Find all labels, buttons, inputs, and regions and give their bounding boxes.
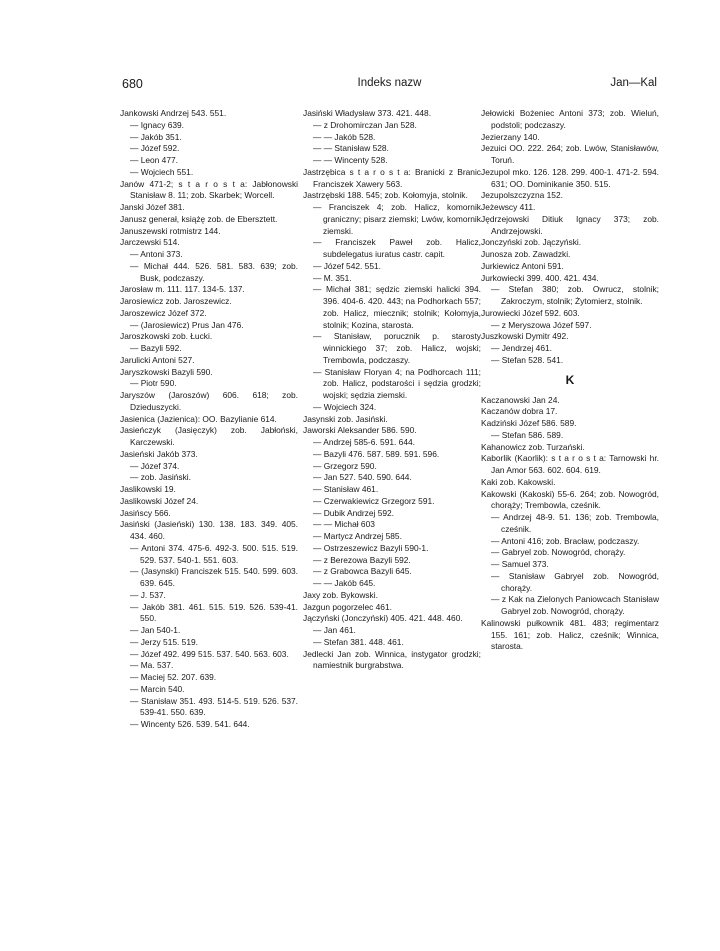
index-entry: — z Kak na Zielonych Paniowcach Stanisław Gabryel zob. Nowogród, chorąży. [491,594,659,616]
index-entry: Jasieński Jakób 373. [120,448,198,459]
index-entry: Jaryszów (Jaroszów) 606. 618; zob. Dzieduszycki. [120,390,298,412]
index-entry: — Dubik Andrzej 592. [313,507,395,518]
index-entry: Jączyński (Jonczyński) 405. 421. 448. 460. [303,613,463,624]
index-entry: — Andrzej 585-6. 591. 644. [313,437,415,447]
index-entry: Jezuici OO. 222. 264; zob. Lwów, Stanisławów, Toruń. [481,143,659,165]
index-entry: — Grzegorz 590. [313,460,377,471]
index-entry: — Stefan 528. 541. [491,354,564,365]
index-entry: — Stefan 381. 448. 461. [313,636,404,647]
index-entry: — Jan 540-1. [130,625,181,635]
index-entry: Jaslikowski Józef 24. [120,495,199,506]
entry-range: Jan—Kal [610,77,657,89]
index-entry: — Józef 492. 499 515. 537. 540. 563. 603. [130,648,289,659]
index-entry: — Józef 542. 551. [313,260,381,271]
index-entry: Jarosiewicz zob. Jaroszewicz. [120,296,232,306]
index-entry: Jasiński Władysław 373. 421. 448. [303,108,432,118]
index-entry: — Wincenty 526. 539. 541. 644. [130,719,250,729]
index-column-3 [481,108,659,653]
index-entry: — M. 351. [313,272,352,283]
index-entry: Juszkowski Dymitr 492. [481,331,569,342]
index-entry: Jonczyński zob. Jączyński. [481,237,582,248]
index-entry: — Jan 461. [313,625,356,635]
index-column-2 [303,108,481,672]
index-entry: Jasieńczyk (Jasięczyk) zob. Jabłoński, Karczewski. [120,425,298,447]
index-entry: Jastrzębski 188. 545; zob. Kołomyja, stolnik. [303,190,468,201]
index-entry: — Józef 374. [130,460,180,471]
index-entry: — Jan 527. 540. 590. 644. [313,472,412,483]
index-entry: Jasiński (Jasieński) 130. 138. 183. 349. 405. 434. 460. [120,519,298,541]
index-entry: — Andrzej 48-9. 51. 136; zob. Trembowla, cześnik. [491,512,659,534]
page-number: 680 [122,77,143,91]
page-header [122,77,657,93]
index-entry: Jaroszewicz Józef 372. [120,307,207,318]
index-entry: — (Jarosiewicz) Prus Jan 476. [130,319,244,330]
index-entry: Janusz generał, książę zob. de Ebersztett. [120,213,278,224]
index-entry: — Ostrzeszewicz Bazyli 590-1. [313,542,429,553]
index-entry: Jaworski Aleksander 586. 590. [303,425,417,436]
index-entry: — Jendrzej 461. [491,343,552,353]
index-entry: — Józef 592. [130,143,180,154]
index-entry: Jełowicki Bożeniec Antoni 373; zob. Wieluń, podstoli; podczaszy. [481,108,659,130]
index-entry: — Stanisław, porucznik p. starosty winnickiego 37; zob. Halicz, wojski; Trembowla, podczaszy. [313,331,481,365]
index-entry: Janów 471-2; s t a r o s t a: Jabłonowski Stanisław 8. 11; zob. Skarbek; Worcell. [120,178,298,201]
index-entry: — Franciszek Paweł zob. Halicz, subdelegatus iuratus castr. capit. [313,237,481,259]
index-entry: — Piotr 590. [130,378,177,389]
index-entry: — Stanisław Gabryel zob. Nowogród, chorąży. [491,570,659,593]
index-entry: Kadziński Józef 586. 589. [481,418,577,428]
index-entry: Jasińscy 566. [120,507,171,518]
index-entry: — Jakób 381. 461. 515. 519. 526. 539-41. 550. [130,601,298,624]
index-entry: — Wojciech 324. [313,401,377,412]
index-entry: Jezupol mko. 126. 128. 299. 400-1. 471-2. 594. 631; OO. Dominikanie 350. 515. [481,166,659,189]
index-entry: — — Stanisław 528. [313,143,389,154]
index-entry: — — Jakób 528. [313,131,376,142]
index-entry: — — Wincenty 528. [313,155,388,165]
index-entry: — Wojciech 551. [130,166,194,177]
index-entry: Kakowski (Kakoski) 55-6. 264; zob. Nowogród, chorąży; Trembowla, cześnik. [481,488,659,511]
index-entry: Jazgun pogorzelec 461. [303,601,392,612]
index-entry: — Stefan 586. 589. [491,429,564,440]
index-entry: Kaczanowski Jan 24. [481,394,560,405]
index-entry: — — Jakób 645. [313,578,376,588]
index-entry: — Ma. 537. [130,660,174,671]
index-entry: — Michał 381; sędzic ziemski halicki 394. 396. 404-6. 420. 443; na Podhorkach 557; zob. Halicz, miecznik; stolnik; Kołomyja, stolnik; Kozina, starosta. [313,284,481,330]
index-entry: Jurowiecki Józef 592. 603. [481,307,580,318]
index-entry: — z Grabowca Bazyli 645. [313,566,412,577]
index-entry: Jurkowiecki 399. 400. 421. 434. [481,272,599,283]
index-entry: Kaczanów dobra 17. [481,406,558,417]
index-entry: — Stanisław 351. 493. 514-5. 519. 526. 537. 539-41. 550. 639. [130,695,298,718]
index-entry: — Stanisław Floryan 4; na Podhorcach 111; zob. Halicz, podstarości i sędzia grodzki; wojski; sędzia ziemski. [313,366,481,400]
index-entry: — z Meryszowa Józef 597. [491,319,592,330]
index-entry: Jankowski Andrzej 543. 551. [120,108,227,118]
index-entry: — Samuel 373. [491,559,549,569]
index-entry: — Stanisław 461. [313,484,379,494]
index-entry: — z Drohomirczan Jan 528. [313,119,417,130]
index-entry: — Ignacy 639. [130,119,185,130]
index-entry: Jurkiewicz Antoni 591. [481,260,564,271]
index-entry: — (Jasynski) Franciszek 515. 540. 599. 603. 639. 645. [130,566,298,588]
index-entry: — Martycz Andrzej 585. [313,531,402,541]
index-entry: Jasienica (Jazienica): OO. Bazylianie 614. [120,413,277,424]
index-entry: — Czerwakiewicz Grzegorz 591. [313,495,435,506]
index-entry: Kahanowicz zob. Turzański. [481,441,585,452]
index-entry: Jezierzany 140. [481,131,540,142]
index-entry: — Marcin 540. [130,683,185,694]
running-title: Indeks nazw [357,77,422,89]
index-entry: Jarosław m. 111. 117. 134-5. 137. [120,284,245,295]
index-entry: Jaryszkowski Bazyli 590. [120,366,213,377]
index-entry: — Bazyli 592. [130,343,182,353]
index-entry: Janski Józef 381. [120,202,185,212]
index-entry: — Antoni 373. [130,249,183,259]
index-entry: — Jakób 351. [130,131,182,142]
index-entry: Kaki zob. Kakowski. [481,476,556,487]
index-entry: — Gabryel zob. Nowogród, chorąży. [491,547,626,558]
index-entry: Kaborlik (Kaorlik): s t a r o s t a: Tarnowski hr. Jan Amor 563. 602. 604. 619. [481,453,659,475]
index-entry: — Jerzy 515. 519. [130,636,198,647]
index-entry: — Michał 444. 526. 581. 583. 639; zob. Busk, podczaszy. [130,260,298,283]
index-entry: — Leon 477. [130,155,178,165]
index-entry: Jarczewski 514. [120,237,180,248]
index-entry: — Stefan 380; zob. Owrucz, stolnik; Zakroczym, stolnik; Żytomierz, stolnik. [491,284,659,306]
index-entry: Jasynski zob. Jasiński. [303,413,388,424]
index-entry: Jeżewscy 411. [481,202,536,212]
index-entry: — Bazyli 476. 587. 589. 591. 596. [313,448,440,459]
index-column-1 [120,108,298,731]
index-entry: Junosza zob. Zawadzki. [481,249,571,259]
index-entry: Kalinowski pułkownik 481. 483; regimentarz 155. 161; zob. Halicz, cześnik; Winnica, starosta. [481,617,659,652]
index-entry: — Antoni 374. 475-6. 492-3. 500. 515. 519. 529. 537. 540-1. 551. 603. [130,542,298,565]
index-entry: — zob. Jasiński. [130,472,191,483]
index-entry: Jaslikowski 19. [120,484,176,494]
index-entry: — Franciszek 4; zob. Halicz, komornik graniczny; pisarz ziemski; Lwów, komornik ziemski. [313,202,481,236]
index-entry: Jarulicki Antoni 527. [120,354,195,365]
index-entry: — Antoni 416; zob. Bracław, podczaszy. [491,535,640,546]
index-entry: Jędrzejowski Ditiuk Ignacy 373; zob. Andrzejowski. [481,213,659,236]
index-entry: — z Berezowa Bazyli 592. [313,554,411,565]
index-entry: — — Michał 603 [313,519,375,530]
index-entry: Jastrzębica s t a r o s t a: Branicki z Branic Franciszek Xawery 563. [303,166,481,189]
index-entry: Jedlecki Jan zob. Winnica, instygator grodzki; namiestnik burgrabstwa. [303,648,481,671]
index-entry: — J. 537. [130,589,166,600]
index-entry: — Maciej 52. 207. 639. [130,672,217,682]
index-entry: Jezupolszczyzna 152. [481,190,563,201]
index-entry: Jaxy zob. Bykowski. [303,589,378,600]
index-entry: Jaroszkowski zob. Łucki. [120,331,213,342]
section-letter: K [565,372,575,387]
index-entry: Januszewski rotmistrz 144. [120,225,221,236]
